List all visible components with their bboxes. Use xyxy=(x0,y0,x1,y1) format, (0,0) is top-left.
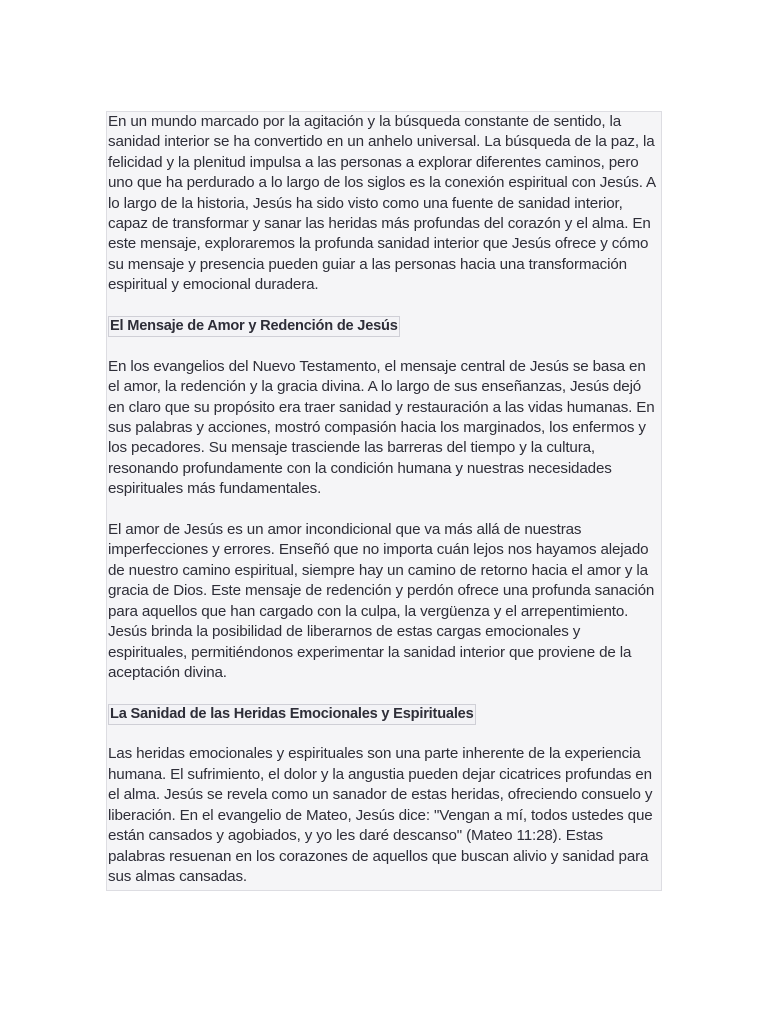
section-heading-wrapper xyxy=(108,316,658,336)
paragraph-emotional-wounds: Las heridas emocionales y espirituales son una parte inherente de la experiencia humana. El sufrimiento, el dolor y la angustia pueden dejar cicatrices profundas en el alma. Jesús se revela como un sanador de estas heridas, ofreciendo consuelo y liberación. En el evangelio de Mateo, Jesús dice: "Vengan a mí, todos ustedes que están cansados y agobiados, y yo les daré descanso" (Mateo 11:28). Estas palabras resuenan en los corazones de aquellos que buscan alivio y sanidad para sus almas cansadas. xyxy=(108,745,653,885)
section-heading-love-redemption: El Mensaje de Amor y Redención de Jesús xyxy=(108,316,400,337)
spacer xyxy=(108,336,658,356)
document-text-block xyxy=(106,111,662,891)
section-heading-healing-wounds: La Sanidad de las Heridas Emocionales y Espirituales xyxy=(108,704,476,725)
section-heading-wrapper xyxy=(108,704,658,724)
spacer xyxy=(108,296,658,316)
spacer xyxy=(108,500,658,520)
intro-paragraph: En un mundo marcado por la agitación y la búsqueda constante de sentido, la sanidad interior se ha convertido en un anhelo universal. La búsqueda de la paz, la felicidad y la plenitud impulsa a las personas a explorar diferentes caminos, pero uno que ha perdurado a lo largo de los siglos es la conexión espiritual con Jesús. A lo largo de la historia, Jesús ha sido visto como una fuente de sanidad interior, capaz de transformar y sanar las heridas más profundas del corazón y el alma. En este mensaje, exploraremos la profunda sanidad interior que Jesús ofrece y cómo su mensaje y presencia pueden guiar a las personas hacia una transformación espiritual y emocional duradera. xyxy=(108,113,656,294)
paragraph-gospels: En los evangelios del Nuevo Testamento, el mensaje central de Jesús se basa en el amor, la redención y la gracia divina. A lo largo de sus enseñanzas, Jesús dejó en claro que su propósito era traer sanidad y restauración a las vidas humanas. En sus palabras y acciones, mostró compasión hacia los marginados, los enfermos y los pecadores. Su mensaje trasciende las barreras del tiempo y la cultura, resonando profundamente con la condición humana y nuestras necesidades espirituales más fundamentales. xyxy=(108,357,655,498)
spacer xyxy=(108,683,658,703)
paragraph-unconditional-love: El amor de Jesús es un amor incondicional que va más allá de nuestras imperfecciones y errores. Enseñó que no importa cuán lejos nos hayamos alejado de nuestro camino espiritual, siempre hay un camino de retorno hacia el amor y la gracia de Dios. Este mensaje de redención y perdón ofrece una profunda sanación para aquellos que han cargado con la culpa, la vergüenza y el arrepentimiento. Jesús brinda la posibilidad de liberarnos de estas cargas emocionales y espirituales, permitiéndonos experimentar la sanidad interior que proviene de la aceptación divina. xyxy=(108,521,655,681)
spacer xyxy=(108,724,658,744)
